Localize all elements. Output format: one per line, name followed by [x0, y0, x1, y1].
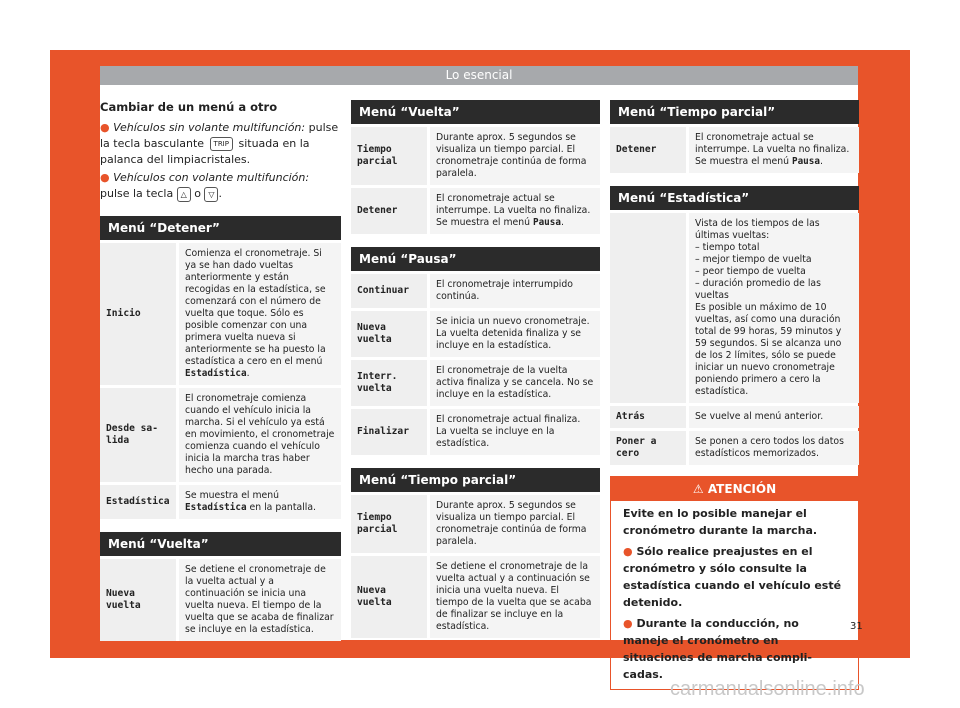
menu-option-description — [176, 388, 341, 482]
menu-estadistica — [610, 186, 859, 468]
intro-title: Cambiar de un menú a otro — [100, 100, 278, 114]
menu-option-description — [427, 556, 600, 638]
description-text: Durante aprox. 5 segundos se visualiza un tiempo parcial. El cronometraje continúa de forma paralela. — [436, 500, 587, 547]
warning-box — [610, 476, 859, 690]
menu-detener — [100, 216, 341, 522]
menu-table — [100, 556, 341, 644]
menu-title: Menú “Tiempo parcial” — [351, 468, 600, 492]
menu-table — [610, 210, 859, 468]
menu-option-description — [427, 127, 600, 185]
menu-title: Menú “Tiempo parcial” — [610, 100, 859, 124]
menu-row — [100, 243, 341, 385]
menu-option-description — [427, 188, 600, 234]
description-end: . — [819, 156, 823, 167]
menu-reference: Estadística — [185, 502, 247, 513]
menu-reference: Pausa — [532, 217, 561, 228]
menu-option-description — [176, 559, 341, 641]
menu-option-key: Poner a cero — [610, 431, 686, 465]
bullet-icon: ● — [100, 171, 110, 184]
description-text: El cronometraje comienza cuando el vehículo inicia la marcha. Si el vehículo ya está en movimiento, el cronometraje comienza cuando el vehículo inicia la marcha tras haber hecho una parada. — [185, 393, 335, 476]
bullet-icon: ● — [623, 617, 637, 630]
menu-row — [351, 409, 600, 455]
menu-option-description — [686, 213, 859, 403]
column-left — [100, 100, 341, 644]
description-text: Se muestra el menú — [185, 490, 280, 501]
menu-option-description — [427, 311, 600, 357]
description-text: Se detiene el cronometraje de la vuelta actual y a continuación se inicia una vuelta nueva. El tiempo de la vuelta que se acaba de finalizar se incluye en la estadística. — [436, 561, 592, 632]
description-end: en la pantalla. — [246, 502, 316, 513]
down-arrow-key-icon: ▽ — [204, 187, 218, 202]
description-text: Vista de los tiempos de las últimas vueltas: – tiempo total – mejor tiempo de vuelta – peor tiempo de vuelta – duración promedio de las vueltas Es posible un máximo de 10 vueltas, así como una duración total de 99 horas, 59 minutos y 59 segundos. Si se alcanza uno de los 2 límites, sólo se puede iniciar un nuevo cronometraje poniendo primero a cero la estadística. — [695, 218, 842, 397]
menu-option-key: Detener — [351, 188, 427, 234]
menu-option-key: Interr. vuelta — [351, 360, 427, 406]
description-text: Durante aprox. 5 segundos se visualiza un tiempo parcial. El cronometraje continúa de forma paralela. — [436, 132, 587, 179]
column-right — [610, 100, 859, 690]
menu-tiempo-parcial-2 — [610, 100, 859, 176]
page-number: 31 — [850, 621, 863, 632]
description-end: . — [246, 368, 250, 379]
menu-table — [610, 124, 859, 176]
warning-triangle-icon: ⚠ — [692, 482, 704, 496]
description-text: El cronometraje actual finaliza. La vuelta se incluye en la estadística. — [436, 414, 581, 449]
warning-item-3: ● Durante la conducción, no maneje el cronómetro en situaciones de marcha complicadas. — [623, 617, 812, 681]
menu-option-key: Nueva vuelta — [100, 559, 176, 641]
section-header: Lo esencial — [100, 66, 858, 85]
menu-option-key: Desde salida — [100, 388, 176, 482]
menu-reference: Pausa — [791, 156, 820, 167]
bullet-icon: ● — [623, 545, 637, 558]
column-middle — [351, 100, 600, 641]
menu-title: Menú “Estadística” — [610, 186, 859, 210]
menu-option-description — [176, 243, 341, 385]
menu-row — [100, 559, 341, 641]
menu-option-key: Estadística — [100, 485, 176, 519]
menu-table — [351, 271, 600, 458]
menu-option-description — [686, 406, 859, 428]
intro-item-1: ● Vehículos sin volante multifunción: pulse la tecla basculante TRIP situada en la palanca del limpiacristales. — [100, 121, 339, 166]
menu-option-description — [427, 274, 600, 308]
menu-vuelta-2 — [351, 100, 600, 237]
menu-row — [610, 431, 859, 465]
menu-option-description — [427, 495, 600, 553]
bullet-icon: ● — [100, 121, 110, 134]
menu-row — [351, 360, 600, 406]
menu-row — [351, 495, 600, 553]
description-text: Se ponen a cero todos los datos estadísticos memorizados. — [695, 436, 844, 459]
description-text: El cronometraje actual se interrumpe. La vuelta no finaliza. Se muestra el menú — [695, 132, 850, 167]
menu-row — [351, 311, 600, 357]
menu-row — [610, 406, 859, 428]
menu-table — [351, 124, 600, 237]
watermark-text: carmanualsonline.info — [670, 678, 865, 700]
menu-vuelta-1 — [100, 532, 341, 644]
menu-title: Menú “Vuelta” — [100, 532, 341, 556]
menu-option-key: Tiempo parcial — [351, 495, 427, 553]
trip-key-icon: TRIP — [210, 137, 233, 151]
menu-row — [100, 485, 341, 519]
menu-table — [351, 492, 600, 641]
menu-option-description — [427, 409, 600, 455]
menu-option-key: Nueva vuelta — [351, 311, 427, 357]
menu-row — [610, 127, 859, 173]
menu-option-description — [176, 485, 341, 519]
menu-title: Menú “Pausa” — [351, 247, 600, 271]
menu-title: Menú “Detener” — [100, 216, 341, 240]
menu-row — [351, 556, 600, 638]
description-text: Se vuelve al menú anterior. — [695, 411, 824, 422]
menu-row — [351, 188, 600, 234]
menu-option-key: Inicio — [100, 243, 176, 385]
menu-row — [610, 213, 859, 403]
description-text: Se detiene el cronometraje de la vuelta actual y a continuación se inicia una vuelta nueva. El tiempo de la vuelta que se acaba de finalizar se incluye en la estadística. — [185, 564, 334, 635]
warning-header: ⚠ ATENCIÓN — [611, 477, 858, 501]
menu-table — [100, 240, 341, 522]
menu-option-key: Finalizar — [351, 409, 427, 455]
warning-item-2: ● Sólo realice preajustes en el cronómetro y sólo consulte la estadística cuando el vehículo esté detenido. — [623, 545, 842, 609]
menu-option-key: Atrás — [610, 406, 686, 428]
menu-option-key: Detener — [610, 127, 686, 173]
menu-row — [351, 274, 600, 308]
warning-text-1: Evite en lo posible manejar el cronómetro durante la marcha. — [623, 507, 818, 537]
menu-option-description — [427, 360, 600, 406]
menu-pausa — [351, 247, 600, 458]
menu-option-key — [610, 213, 686, 403]
menu-tiempo-parcial-1 — [351, 468, 600, 641]
menu-title: Menú “Vuelta” — [351, 100, 600, 124]
menu-row — [351, 127, 600, 185]
menu-option-description — [686, 127, 859, 173]
menu-option-key: Continuar — [351, 274, 427, 308]
up-arrow-key-icon: △ — [177, 187, 191, 202]
menu-option-description — [686, 431, 859, 465]
description-text: El cronometraje de la vuelta activa finaliza y se cancela. No se incluye en la estadística. — [436, 365, 594, 400]
description-text: El cronometraje actual se interrumpe. La vuelta no finaliza. Se muestra el menú — [436, 193, 591, 228]
description-text: Comienza el cronometraje. Si ya se han dado vueltas anteriormente y están recogidas en la estadística, se comenzará con el número de vuelta que toque. Sólo es posible comenzar con una primera vuelta nueva si anteriormente se ha puesto la estadística a cero en el menú — [185, 248, 326, 367]
menu-option-key: Tiempo parcial — [351, 127, 427, 185]
menu-reference: Estadística — [185, 368, 247, 379]
menu-option-key: Nueva vuelta — [351, 556, 427, 638]
description-end: . — [560, 217, 564, 228]
menu-row — [100, 388, 341, 482]
intro-item-2: ● Vehículos con volante multifunción: pulse la tecla △ o ▽ . — [100, 171, 310, 200]
description-text: Se inicia un nuevo cronometraje. La vuelta detenida finaliza y se incluye en la estadística. — [436, 316, 590, 351]
description-text: El cronometraje interrumpido continúa. — [436, 279, 573, 302]
